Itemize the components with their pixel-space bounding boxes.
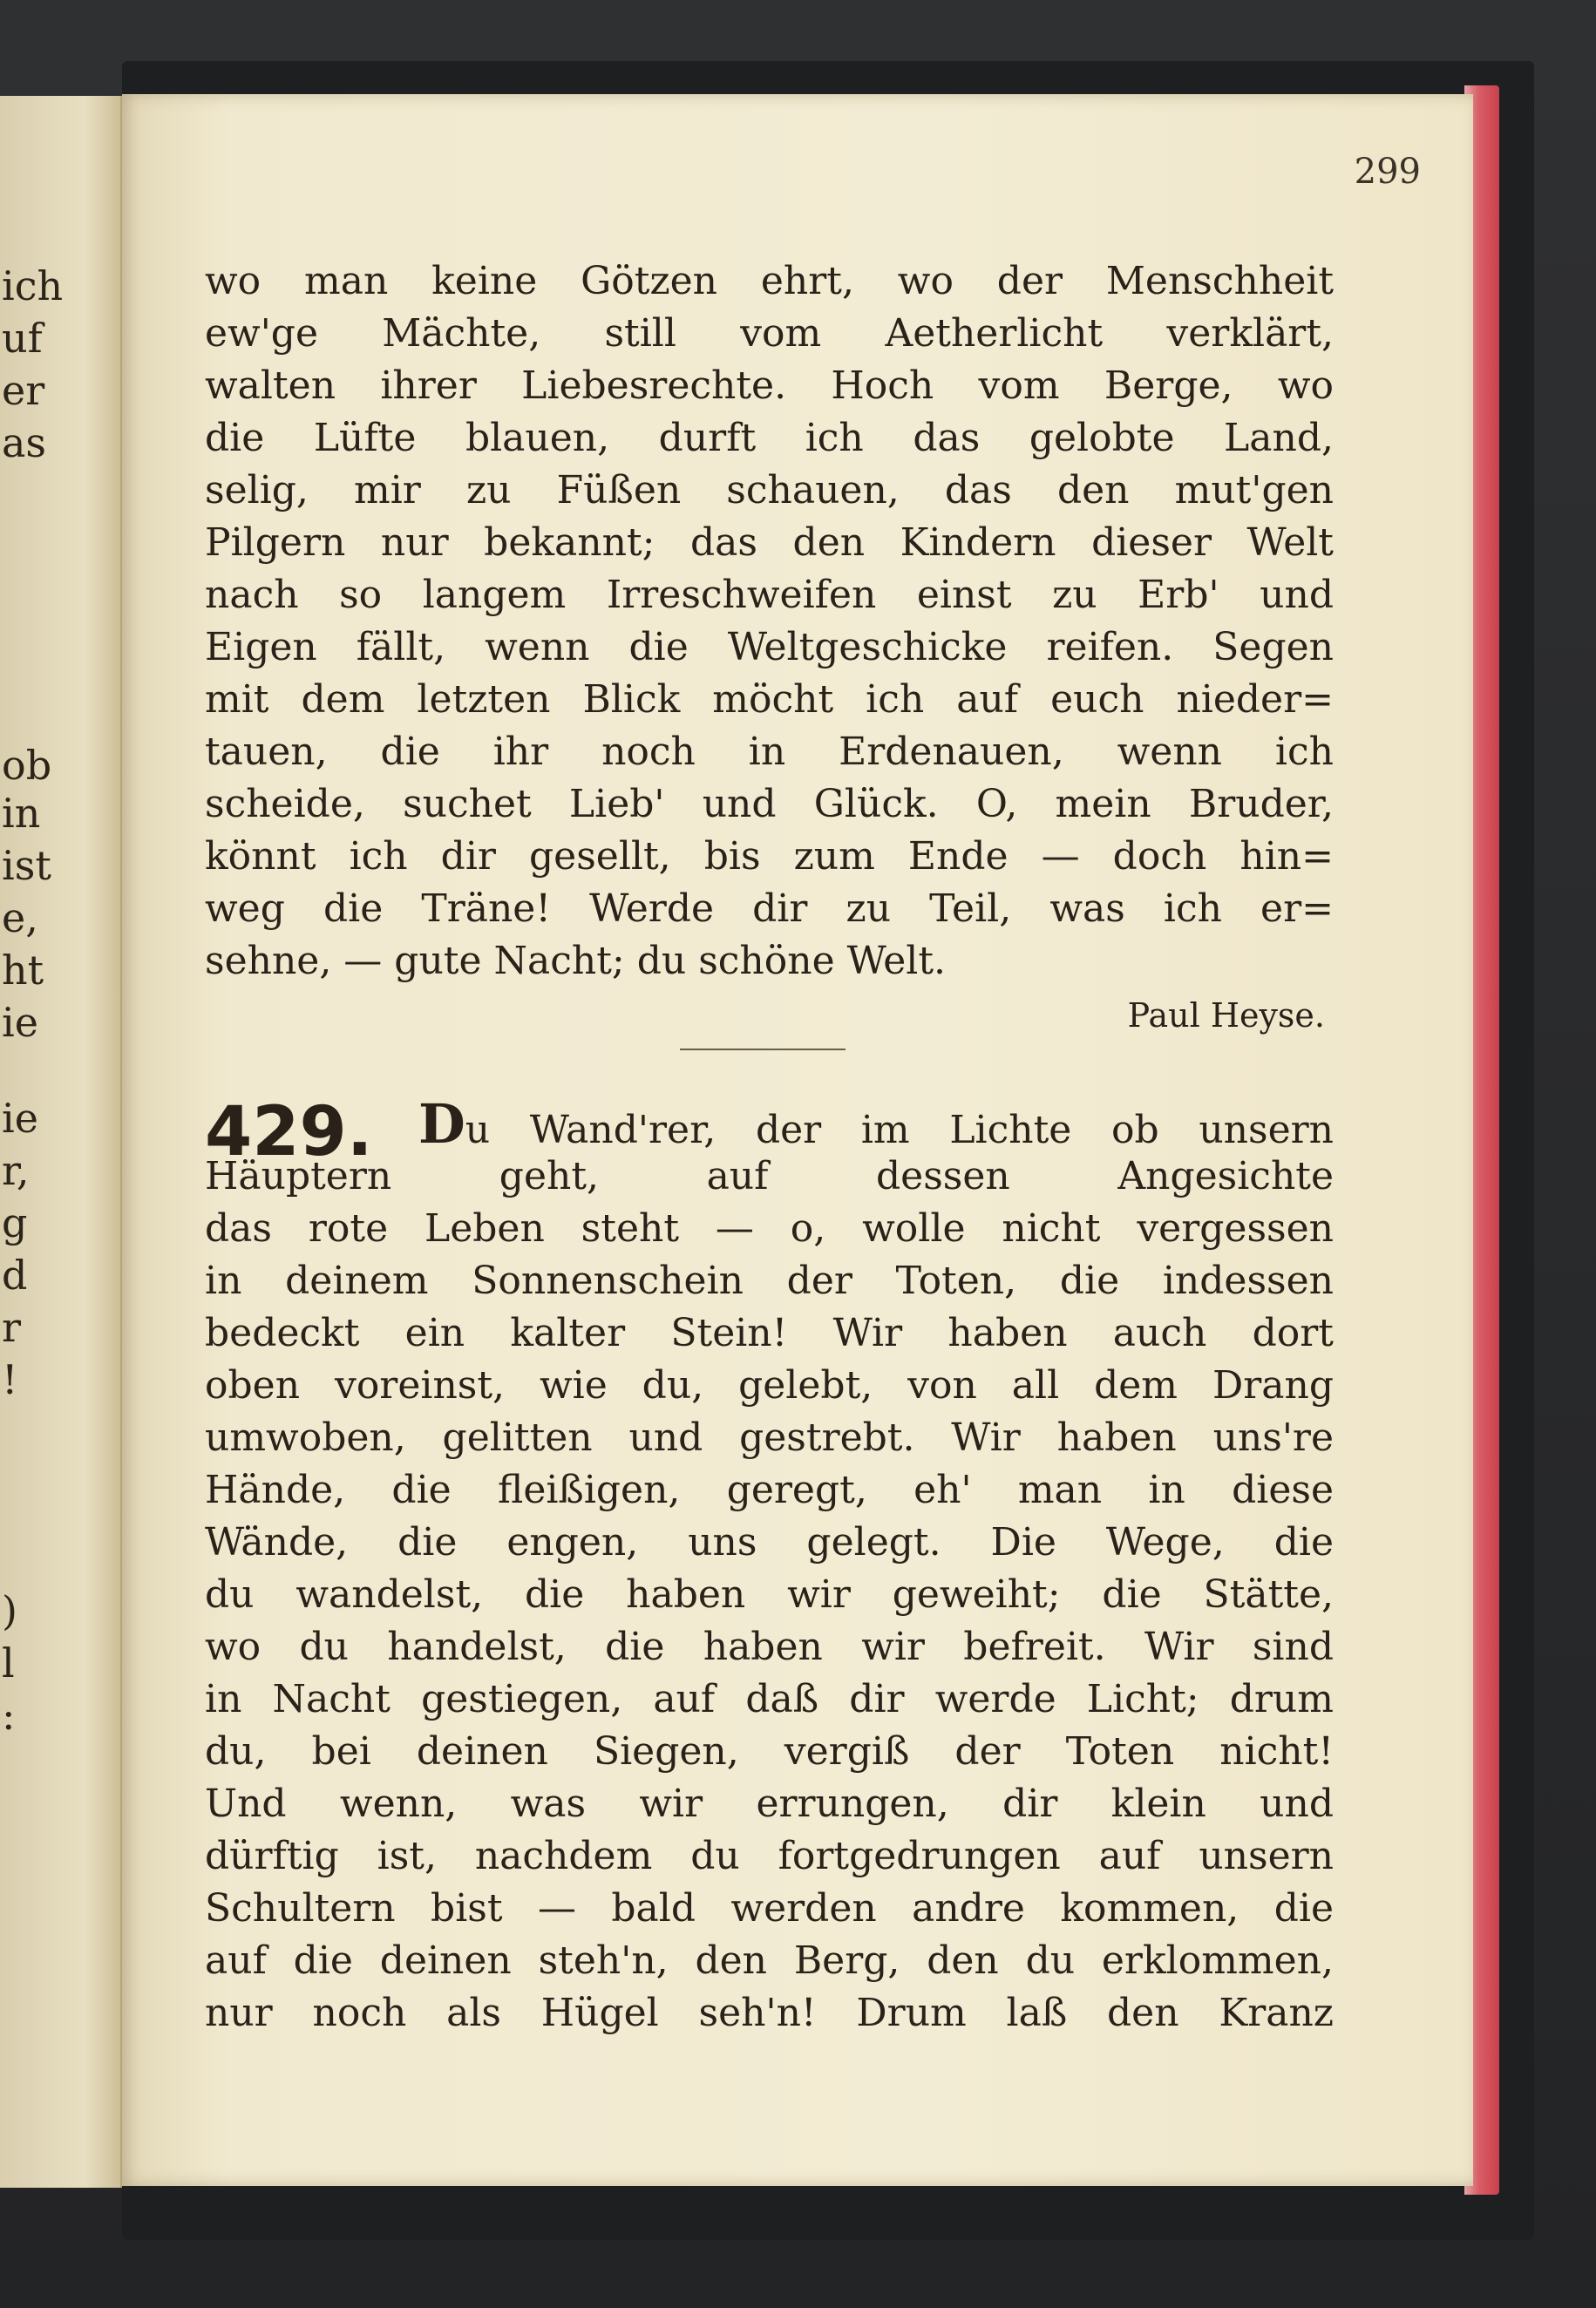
previous-page-fragment: as (2, 419, 47, 466)
text-line: du, bei deinen Siegen, vergiß der Toten nicht! (205, 1729, 1334, 1774)
text-line: Hände, die fleißigen, geregt, eh' man in diese (205, 1468, 1334, 1512)
book-page (122, 94, 1473, 2186)
poem-number: 429. (205, 1093, 373, 1171)
text-line: bedeckt ein kalter Stein! Wir haben auch dort (205, 1311, 1334, 1355)
drop-cap-letter: D (418, 1092, 465, 1156)
text-line: dürftig ist, nachdem du fortgedrungen auf unsern (205, 1834, 1334, 1878)
previous-page-fragment: er (2, 367, 45, 414)
text-line: umwoben, gelitten und gestrebt. Wir haben uns're (205, 1415, 1334, 1460)
previous-page-fragment: r (2, 1304, 21, 1351)
text-line: du wandelst, die haben wir geweiht; die Stätte, (205, 1572, 1334, 1617)
text-line: weg die Träne! Werde dir zu Teil, was ich er= (205, 886, 1334, 931)
text-line: nach so langem Irreschweifen einst zu Erb' und (205, 573, 1334, 617)
text-line: Häuptern geht, auf dessen Angesichte (205, 1154, 1334, 1198)
previous-page-fragment: r, (2, 1147, 30, 1194)
text-line: wo man keine Götzen ehrt, wo der Menschheit (205, 259, 1334, 303)
text-line: könnt ich dir gesellt, bis zum Ende — doch hin= (205, 834, 1334, 879)
text-line: scheide, suchet Lieb' und Glück. O, mein Bruder, (205, 782, 1334, 826)
text-line: Und wenn, was wir errungen, dir klein und (205, 1782, 1334, 1826)
poem-text-block (205, 255, 1334, 988)
text-line: in deinem Sonnenschein der Toten, die indessen (205, 1259, 1334, 1303)
previous-page-fragment: ht (2, 947, 44, 994)
text-line: Pilgern nur bekannt; das den Kindern dieser Welt (205, 520, 1334, 565)
text-line: Schultern bist — bald werden andre kommen, die (205, 1886, 1334, 1931)
text-line: sehne, — gute Nacht; du schöne Welt. (205, 939, 947, 983)
text-line: ew'ge Mächte, still vom Aetherlicht verklärt, (205, 311, 1334, 356)
text-line: selig, mir zu Füßen schauen, das den mut'gen (205, 468, 1334, 513)
text-line: Eigen fällt, wenn die Weltgeschicke reifen. Segen (205, 625, 1334, 669)
text-line: mit dem letzten Blick möcht ich auf euch nieder= (205, 677, 1334, 722)
previous-page-fragment: l (2, 1639, 15, 1687)
previous-page-edge (0, 96, 122, 2188)
section-divider (680, 1049, 846, 1050)
previous-page-fragment: in (2, 790, 41, 837)
previous-page-fragment: ie (2, 999, 38, 1046)
text-line: das rote Leben steht — o, wolle nicht vergessen (205, 1206, 1334, 1251)
previous-page-fragment: : (2, 1692, 16, 1739)
text-line: die Lüfte blauen, durft ich das gelobte Land, (205, 416, 1334, 460)
text-line: walten ihrer Liebesrechte. Hoch vom Berge, wo (205, 363, 1334, 408)
poem-text-block-2 (205, 1151, 1334, 2040)
previous-page-fragment: ie (2, 1095, 38, 1142)
text-line: auf die deinen steh'n, den Berg, den du erklommen, (205, 1938, 1334, 1983)
previous-page-fragment: e, (2, 894, 38, 941)
page-number: 299 (1354, 152, 1421, 192)
previous-page-fragment: ich (2, 262, 64, 309)
previous-page-fragment: g (2, 1199, 28, 1246)
previous-page-fragment: ) (2, 1587, 17, 1634)
text-line: wo du handelst, die haben wir befreit. Wir sind (205, 1625, 1334, 1669)
text-line: in Nacht gestiegen, auf daß dir werde Licht; drum (205, 1677, 1334, 1721)
previous-page-fragment: ist (2, 842, 51, 889)
text-line: Wände, die engen, uns gelegt. Die Wege, die (205, 1520, 1334, 1565)
previous-page-fragment: ob (2, 742, 52, 789)
text-line: tauen, die ihr noch in Erdenauen, wenn ich (205, 730, 1334, 774)
previous-page-fragment: d (2, 1252, 28, 1299)
poem-first-line-text: u Wand'rer, der im Lichte ob unsern (465, 1108, 1334, 1152)
previous-page-fragment: ! (2, 1356, 18, 1403)
previous-page-fragment: uf (2, 315, 43, 362)
text-line: oben voreinst, wie du, gelebt, von all dem Drang (205, 1363, 1334, 1408)
text-line: nur noch als Hügel seh'n! Drum laß den Kranz (205, 1991, 1334, 2035)
author-signature: Paul Heyse. (1127, 996, 1325, 1035)
poem-first-line (418, 1092, 1334, 1156)
